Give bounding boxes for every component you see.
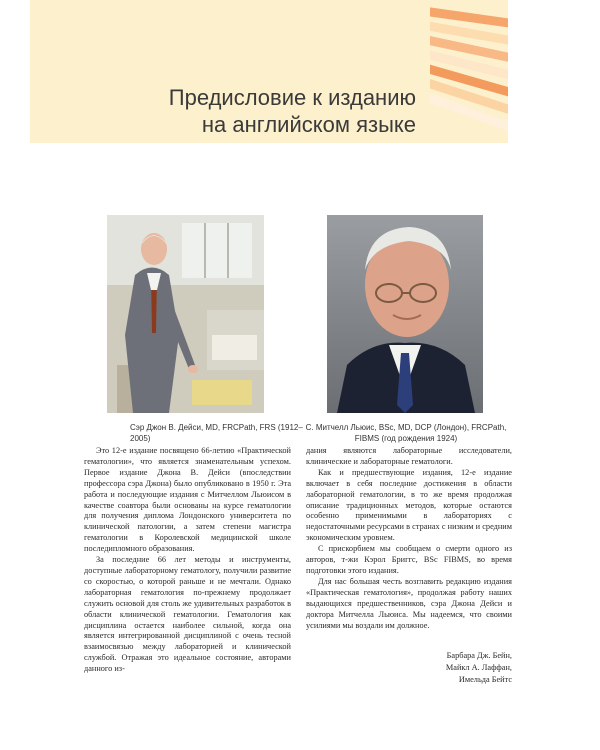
signature-line: Барбара Дж. Бейн, [446, 651, 512, 660]
text-column-right [306, 446, 512, 631]
paragraph: За последние 66 лет методы и инструменты, доступные лабораторному гематологу, получили развитие со скоростью, о которой раньше и не мечтали. Однако лабораторная гематология по-прежнему продолжает служить основой для столь же удивительных разработок в области клинической гематологии. Гематология как дисциплина остается наиболее сильной, когда она является интегрированной дисциплиной с очень тесной взаимосвязью между лабораторией и клинической службой. Отражая это идеальное состояние, авторами данного из- [84, 555, 291, 674]
signature-line: Имельда Бейтс [458, 675, 512, 684]
photo-caption-right [303, 422, 509, 444]
paragraph: дания являются лабораторные исследователи, клинические и лабораторные гематологи. [306, 446, 512, 466]
header-decoration [430, 0, 508, 143]
paragraph: Как и предшествующие издания, 12-е издание включает в себя последние достижения в области лабораторной гематологии, в то же время продолжая описание традиционных методов, которые остаются особенно применимыми в лабораториях с недостаточными ресурсами в странах с низким и средним экономическим уровнем. [306, 467, 512, 543]
signature-line: Майкл А. Лаффан, [445, 663, 512, 672]
page-title-line-1: Предисловие к изданию [168, 85, 416, 110]
paragraph: Это 12-е издание посвящено 66-летию «Практической гематологии», что является знаменательным успехом. Первое издание Джона В. Дейси (впоследствии профессора сэра Джона) было опубликовано в 1950 г. Эта работа и последующие издания с Митчеллом Льюисом в качестве соавтора были основаны на курсе гематологии для получения диплома Лондонского университета по клинической патологии, а затем степени магистра гематологии в Королевской медицинской школе последипломного образования. [84, 446, 291, 554]
signatures [446, 650, 512, 686]
photo-caption-right-line-2: FIBMS (год рождения 1924) [354, 434, 458, 443]
text-column-left [84, 446, 291, 675]
photo-john-dacie [107, 215, 264, 413]
photo-caption-left: Сэр Джон В. Дейси, MD, FRCPath, FRS (1912–2005) [130, 423, 303, 443]
page-title-line-2: на английском языке [201, 112, 416, 137]
paragraph: С прискорбием мы сообщаем о смерти одного из авторов, т-жи Кэрол Бриггс, BSc FIBMS, во время подготовки этого издания. [306, 544, 512, 575]
page-title [169, 84, 416, 138]
paragraph: Для нас большая честь возглавить редакцию издания «Практическая гематология», продолжая работу наших выдающихся предшественников, сэра Джона Дейси и доктора Митчелла Льюиса. Мы надеемся, что своими усилиями мы воздали им должное. [306, 576, 512, 630]
photo-caption-right-line-1: С. Митчелл Льюис, BSc, MD, DCP (Лондон), FRCPath, [305, 423, 507, 432]
photo-mitchell-lewis [327, 215, 483, 413]
